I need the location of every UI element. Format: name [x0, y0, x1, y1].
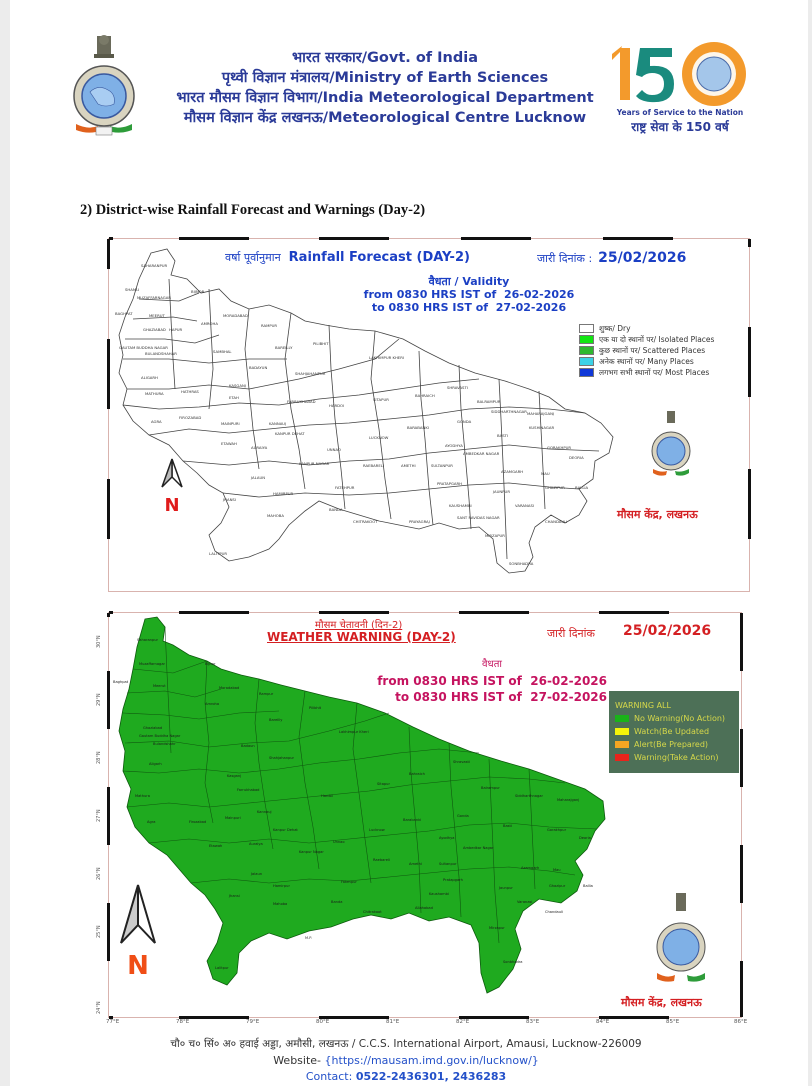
legend-swatch-dry — [579, 324, 594, 333]
header-line-govt: भारत सरकार/Govt. of India — [291, 50, 479, 66]
svg-text:AMBEDKAR NAGAR: AMBEDKAR NAGAR — [463, 451, 500, 456]
svg-text:Pilibhit: Pilibhit — [309, 706, 322, 710]
footer-contact — [0, 1070, 812, 1083]
svg-text:BIJNOR: BIJNOR — [191, 289, 205, 294]
svg-text:KAUSHAMBI: KAUSHAMBI — [449, 503, 472, 508]
imd-emblem-icon — [68, 34, 140, 144]
legend-item-scattered: कुछ स्थानों पर/ Scattered Places — [579, 345, 714, 356]
svg-text:Gonda: Gonda — [457, 814, 469, 818]
svg-text:JALAUN: JALAUN — [251, 475, 266, 480]
svg-text:PRAYAGRAJ: PRAYAGRAJ — [409, 519, 430, 524]
north-arrow-icon — [157, 457, 187, 491]
svg-text:RAEBARELI: RAEBARELI — [363, 463, 384, 468]
svg-text:M.P.: M.P. — [305, 936, 312, 940]
svg-text:DEORIA: DEORIA — [569, 455, 584, 460]
svg-text:Agra: Agra — [147, 820, 156, 824]
svg-text:Meerut: Meerut — [153, 684, 166, 688]
svg-text:Rampur: Rampur — [259, 692, 274, 696]
contact-numbers: 0522-2436301, 2436283 — [355, 1070, 507, 1083]
svg-text:SITAPUR: SITAPUR — [373, 397, 389, 402]
svg-text:Chitrakoot: Chitrakoot — [363, 910, 382, 914]
svg-text:SAHARANPUR: SAHARANPUR — [141, 263, 168, 268]
svg-text:Bahraich: Bahraich — [409, 772, 425, 776]
logo-tagline-hindi: राष्ट्र सेवा के 150 वर्ष — [631, 120, 729, 134]
svg-text:LALITPUR: LALITPUR — [209, 551, 228, 556]
svg-text:Firozabad: Firozabad — [189, 820, 207, 824]
svg-text:HAMIRPUR: HAMIRPUR — [273, 491, 294, 496]
contact-label: Contact: — [305, 1070, 356, 1083]
svg-text:Unnao: Unnao — [333, 840, 345, 844]
imd-emblem-small-icon — [649, 411, 693, 481]
svg-text:Farrukhabad: Farrukhabad — [237, 788, 260, 792]
legend-item-most: लगभग सभी स्थानों पर/ Most Places — [579, 367, 714, 378]
svg-text:VARANASI: VARANASI — [515, 503, 535, 508]
svg-text:Moradabad: Moradabad — [219, 686, 240, 690]
legend-swatch-red — [615, 754, 629, 761]
legend-swatch-yellow — [615, 728, 629, 735]
legend-swatch-isolated — [579, 335, 594, 344]
svg-text:Ayodhya: Ayodhya — [439, 836, 455, 840]
svg-text:GHAZIABAD: GHAZIABAD — [143, 327, 166, 332]
svg-text:BASTI: BASTI — [497, 433, 509, 438]
svg-text:Mathura: Mathura — [135, 794, 150, 798]
svg-text:Kanpur Dehat: Kanpur Dehat — [273, 828, 298, 832]
legend-swatch-many — [579, 357, 594, 366]
legend-swatch-scattered — [579, 346, 594, 355]
legend-item-no-warning: No Warning(No Action) — [615, 712, 733, 725]
svg-text:ETAWAH: ETAWAH — [221, 441, 237, 446]
svg-text:SIDDHARTHNAGAR: SIDDHARTHNAGAR — [491, 409, 527, 414]
svg-text:PILIBHIT: PILIBHIT — [313, 341, 329, 346]
svg-text:CHITRAKOOT: CHITRAKOOT — [353, 519, 378, 524]
svg-text:SHRAVASTI: SHRAVASTI — [447, 385, 468, 390]
legend-item-warning: Warning(Take Action) — [615, 751, 733, 764]
website-link[interactable]: {https://mausam.imd.gov.in/lucknow/} — [324, 1054, 539, 1067]
rainfall-issue-date — [537, 250, 686, 266]
svg-text:Varanasi: Varanasi — [517, 900, 533, 904]
svg-text:SONBHADRA: SONBHADRA — [509, 561, 534, 566]
legend-item-alert: Alert(Be Prepared) — [615, 738, 733, 751]
website-label: Website- — [273, 1054, 325, 1067]
svg-text:Shravasti: Shravasti — [453, 760, 470, 764]
svg-text:HATHRAS: HATHRAS — [181, 389, 199, 394]
warning-issue-label: जारी दिनांक — [547, 627, 595, 640]
svg-text:GONDA: GONDA — [457, 419, 472, 424]
legend-swatch-green — [615, 715, 629, 722]
svg-text:Jhansi: Jhansi — [229, 894, 240, 898]
svg-text:MAHOBA: MAHOBA — [267, 513, 284, 518]
svg-text:BARABANKI: BARABANKI — [407, 425, 429, 430]
svg-text:Bijnor: Bijnor — [205, 662, 216, 666]
rainfall-forecast-map — [108, 238, 750, 592]
svg-text:Sitapur: Sitapur — [377, 782, 390, 786]
svg-text:Saharanpur: Saharanpur — [137, 638, 158, 642]
svg-text:Maharajganj: Maharajganj — [557, 798, 580, 802]
svg-text:BAREILLY: BAREILLY — [275, 345, 293, 350]
svg-text:JAUNPUR: JAUNPUR — [493, 489, 510, 494]
svg-text:KANPUR DEHAT: KANPUR DEHAT — [275, 431, 305, 436]
svg-text:SANT RAVIDAS NAGAR: SANT RAVIDAS NAGAR — [457, 515, 500, 520]
svg-text:LUCKNOW: LUCKNOW — [369, 435, 389, 440]
footer-address: चौ० च० सिं० अ० हवाई अड्डा, अमौसी, लखनऊ / C.C.S. International Airport, Amausi, Lucknow-226009 — [170, 1038, 642, 1050]
legend-swatch-most — [579, 368, 594, 377]
legend-item-dry: शुष्क/ Dry — [579, 323, 714, 334]
lat-label: 26°N — [96, 867, 102, 880]
svg-text:Hamirpur: Hamirpur — [273, 884, 290, 888]
svg-text:Kasganj: Kasganj — [227, 774, 242, 778]
svg-text:Mahoba: Mahoba — [273, 902, 288, 906]
svg-text:Sonbhadra: Sonbhadra — [503, 960, 523, 964]
north-label: N — [164, 495, 180, 516]
svg-text:GHAZIPUR: GHAZIPUR — [545, 485, 565, 490]
legend-swatch-orange — [615, 741, 629, 748]
svg-text:AYODHYA: AYODHYA — [445, 443, 463, 448]
rainfall-validity-to: to 0830 HRS IST of 27-02-2026 — [371, 301, 567, 314]
svg-text:BALLIA: BALLIA — [575, 485, 589, 490]
rainfall-validity — [339, 275, 599, 314]
svg-text:MATHURA: MATHURA — [145, 391, 164, 396]
page-left-margin — [0, 0, 10, 1086]
warning-title-english: WEATHER WARNING (DAY-2) — [267, 630, 456, 644]
svg-text:BALRAMPUR: BALRAMPUR — [477, 399, 501, 404]
rainfall-issue-label: जारी दिनांक : — [537, 252, 593, 265]
svg-text:HAPUR: HAPUR — [169, 327, 183, 332]
svg-text:MUZAFFARNAGAR: MUZAFFARNAGAR — [137, 295, 171, 300]
header-line-centre: मौसम विज्ञान केंद्र लखनऊ/Meteorological Centre Lucknow — [183, 110, 587, 126]
svg-text:Gorakhpur: Gorakhpur — [547, 828, 567, 832]
warning-title-hindi: मौसम चेतावनी (दिन-2) — [315, 620, 403, 631]
lat-label: 25°N — [96, 925, 102, 938]
svg-text:Deoria: Deoria — [579, 836, 591, 840]
svg-text:MAHARAJGANJ: MAHARAJGANJ — [527, 411, 555, 416]
rainfall-validity-label: वैधता / Validity — [428, 275, 510, 288]
svg-text:Aligarh: Aligarh — [149, 762, 162, 766]
svg-text:Badaun: Badaun — [241, 744, 255, 748]
svg-text:MAINPURI: MAINPURI — [221, 421, 240, 426]
svg-text:Barabanki: Barabanki — [403, 818, 422, 822]
header-line-ministry: पृथ्वी विज्ञान मंत्रालय/Ministry of Earth Sciences — [221, 70, 549, 86]
svg-text:MAU: MAU — [541, 471, 550, 476]
svg-text:ETAH: ETAH — [229, 395, 239, 400]
lon-label: 79°E — [246, 1019, 260, 1025]
rainfall-north-arrow — [157, 457, 187, 516]
svg-text:KANNAUJ: KANNAUJ — [269, 421, 287, 426]
svg-text:Gautam Buddha Nagar: Gautam Buddha Nagar — [139, 734, 181, 738]
rainfall-validity-from: from 0830 HRS IST of 26-02-2026 — [363, 288, 575, 301]
lon-label: 86°E — [734, 1019, 748, 1025]
svg-text:SHAMLI: SHAMLI — [125, 287, 140, 292]
svg-text:Sultanpur: Sultanpur — [439, 862, 457, 866]
svg-text:Shahjahanpur: Shahjahanpur — [269, 756, 295, 760]
svg-text:Auraiya: Auraiya — [249, 842, 263, 846]
svg-text:KASGANJ: KASGANJ — [229, 383, 246, 388]
lon-label: 82°E — [456, 1019, 470, 1025]
svg-text:AMETHI: AMETHI — [401, 463, 416, 468]
svg-text:Bulandshahr: Bulandshahr — [153, 742, 176, 746]
svg-text:Muzaffarnagar: Muzaffarnagar — [139, 662, 166, 666]
svg-text:AGRA: AGRA — [151, 419, 162, 424]
svg-text:Lakhimpur Kheri: Lakhimpur Kheri — [339, 730, 369, 734]
rainfall-issue-date-value: 25/02/2026 — [598, 250, 687, 266]
lon-label: 78°E — [176, 1019, 190, 1025]
svg-text:LAKHIMPUR KHERI: LAKHIMPUR KHERI — [369, 355, 404, 360]
header-line-department: भारत मौसम विज्ञान विभाग/India Meteorological Department — [176, 90, 594, 106]
svg-text:RAMPUR: RAMPUR — [261, 323, 278, 328]
lat-label: 24°N — [96, 1001, 102, 1014]
svg-text:Mau: Mau — [553, 868, 561, 872]
svg-text:MIRZAPUR: MIRZAPUR — [485, 533, 505, 538]
svg-text:Kaushambi: Kaushambi — [429, 892, 449, 896]
page-right-margin — [808, 0, 812, 1086]
svg-text:MEERUT: MEERUT — [149, 313, 165, 318]
north-label: N — [127, 951, 149, 981]
warning-centre-label: मौसम केंद्र, लखनऊ — [621, 996, 702, 1009]
svg-text:Hardoi: Hardoi — [321, 794, 333, 798]
lon-label: 85°E — [666, 1019, 680, 1025]
svg-text:UNNAO: UNNAO — [327, 447, 341, 452]
svg-text:Siddharthnagar: Siddharthnagar — [515, 794, 543, 798]
svg-text:ALIGARH: ALIGARH — [141, 375, 158, 380]
legend-item-watch: Watch(Be Updated — [615, 725, 733, 738]
svg-text:Jaunpur: Jaunpur — [499, 886, 513, 890]
svg-text:Ambedkar Nagar: Ambedkar Nagar — [463, 846, 494, 850]
lon-label: 83°E — [526, 1019, 540, 1025]
svg-text:KUSHINAGAR: KUSHINAGAR — [529, 425, 555, 430]
svg-text:Mainpuri: Mainpuri — [225, 816, 241, 820]
legend-item-isolated: एक या दो स्थानों पर/ Isolated Places — [579, 334, 714, 345]
svg-text:BAHRAICH: BAHRAICH — [415, 393, 435, 398]
svg-text:Kanpur Nagar: Kanpur Nagar — [299, 850, 324, 854]
svg-text:Mirzapur: Mirzapur — [489, 926, 505, 930]
lat-label: 28°N — [96, 751, 102, 764]
svg-text:FATEHPUR: FATEHPUR — [335, 485, 355, 490]
svg-text:JHANSI: JHANSI — [223, 497, 236, 502]
warning-validity-label: वैधता — [482, 659, 502, 670]
svg-text:Baghpat: Baghpat — [113, 680, 129, 684]
svg-text:CHANDAULI: CHANDAULI — [545, 519, 568, 524]
svg-text:Fatehpur: Fatehpur — [341, 880, 357, 884]
svg-text:KANPUR NAGAR: KANPUR NAGAR — [299, 461, 330, 466]
svg-text:AMROHA: AMROHA — [201, 321, 218, 326]
svg-text:Balrampur: Balrampur — [481, 786, 500, 790]
warning-validity-to: to 0830 HRS IST of 27-02-2026 — [395, 690, 607, 704]
svg-text:GORAKHPUR: GORAKHPUR — [547, 445, 572, 450]
lat-label: 27°N — [96, 809, 102, 822]
svg-text:Jalaun: Jalaun — [251, 872, 263, 876]
svg-text:Allahabad: Allahabad — [415, 906, 433, 910]
svg-text:Amroha: Amroha — [205, 702, 220, 706]
header-titles — [160, 48, 610, 128]
svg-text:HARDOI: HARDOI — [329, 403, 345, 408]
svg-text:Chandauli: Chandauli — [545, 910, 564, 914]
svg-text:BULANDSHAHAR: BULANDSHAHAR — [145, 351, 177, 356]
footer-website — [0, 1054, 812, 1067]
svg-text:MORADABAD: MORADABAD — [223, 313, 248, 318]
warning-validity — [337, 657, 607, 705]
logo-tagline-english: Years of Service to the Nation — [616, 108, 744, 117]
svg-text:GAUTAM BUDDHA NAGAR: GAUTAM BUDDHA NAGAR — [119, 345, 168, 350]
rainfall-legend — [579, 323, 714, 378]
lat-label: 29°N — [96, 693, 102, 706]
svg-text:Bareilly: Bareilly — [269, 718, 283, 722]
svg-text:SULTANPUR: SULTANPUR — [431, 463, 453, 468]
svg-text:BANDA: BANDA — [329, 507, 343, 512]
rainfall-map-title — [225, 250, 470, 265]
svg-text:FIROZABAD: FIROZABAD — [179, 415, 202, 420]
legend-item-many: अनेक स्थानों पर/ Many Places — [579, 356, 714, 367]
svg-text:BADAYUN: BADAYUN — [249, 365, 268, 370]
svg-text:SHAHJAHANPUR: SHAHJAHANPUR — [295, 371, 326, 376]
svg-text:Raebareli: Raebareli — [373, 858, 390, 862]
rainfall-title-hindi: वर्षा पूर्वानुमान — [225, 251, 281, 264]
lon-label: 81°E — [386, 1019, 400, 1025]
lat-label: 30°N — [96, 635, 102, 648]
svg-text:Etawah: Etawah — [209, 844, 223, 848]
warning-validity-from: from 0830 HRS IST of 26-02-2026 — [377, 674, 607, 688]
svg-text:Azamgarh: Azamgarh — [521, 866, 540, 870]
svg-text:Pratapgarh: Pratapgarh — [443, 878, 463, 882]
warning-legend — [609, 691, 739, 773]
svg-text:SAMBHAL: SAMBHAL — [213, 349, 232, 354]
lon-label: 84°E — [596, 1019, 610, 1025]
imd-emblem-small-icon — [653, 893, 709, 989]
warning-north-arrow — [115, 883, 161, 981]
warning-legend-title: WARNING ALL — [615, 701, 671, 710]
warning-issue-date: 25/02/2026 — [623, 623, 712, 639]
svg-text:Banda: Banda — [331, 900, 343, 904]
lon-label: 77°E — [106, 1019, 120, 1025]
svg-text:Ballia: Ballia — [583, 884, 593, 888]
rainfall-centre-label: मौसम केंद्र, लखनऊ — [617, 508, 698, 521]
lon-label: 80°E — [316, 1019, 330, 1025]
svg-text:Ghazipur: Ghazipur — [549, 884, 566, 888]
section-title: 2) District-wise Rainfall Forecast and Warnings (Day-2) — [80, 202, 426, 218]
svg-text:Lalitpur: Lalitpur — [215, 966, 229, 970]
svg-text:FARRUKHABAD: FARRUKHABAD — [287, 399, 316, 404]
north-arrow-icon — [115, 883, 161, 947]
svg-text:AURAIYA: AURAIYA — [251, 445, 268, 450]
svg-text:BAGHPAT: BAGHPAT — [115, 311, 133, 316]
rainfall-title-english: Rainfall Forecast (DAY-2) — [288, 250, 470, 265]
weather-warning-map — [108, 612, 742, 1018]
svg-text:Kannauj: Kannauj — [257, 810, 272, 814]
svg-text:Lucknow: Lucknow — [369, 828, 385, 832]
svg-text:Ghaziabad: Ghaziabad — [143, 726, 163, 730]
svg-text:PRATAPGARH: PRATAPGARH — [437, 481, 463, 486]
svg-text:Basti: Basti — [503, 824, 512, 828]
svg-text:AZAMGARH: AZAMGARH — [501, 469, 524, 474]
svg-text:Amethi: Amethi — [409, 862, 422, 866]
